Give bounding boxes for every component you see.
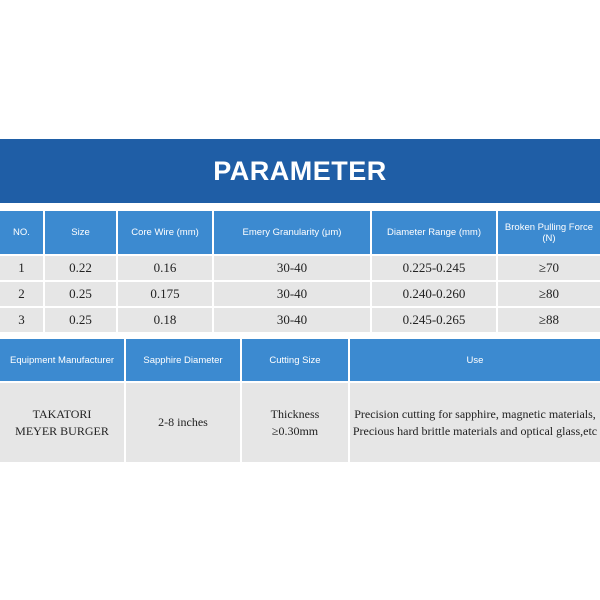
header-cutting-size: Cutting Size [242,339,350,381]
cell-sapphire-diameter [126,383,242,462]
cell-diameter-range: 0.245-0.265 [372,308,498,332]
cell-size: 0.25 [45,282,118,306]
cell-no: 3 [0,308,45,332]
cell-broken-pulling-force: ≥70 [538,260,560,275]
cell-no: 2 [0,282,45,306]
header-diameter-range: Diameter Range (mm) [372,211,498,254]
manufacturer-line: MEYER BURGER [15,423,109,438]
table-row [0,308,600,332]
cell-no: 1 [0,256,45,280]
table-row [0,383,600,462]
cutting-size-line: Thickness [270,406,320,421]
table-row [0,256,600,280]
header-emery-granularity: Emery Granularity (μm) [214,211,372,254]
use-line: Precision cutting for sapphire, magnetic materials, [354,406,596,421]
use-line: Precious hard brittle materials and optical glass,etc [352,423,598,438]
usage-table [0,339,600,462]
header-no: NO. [0,211,45,254]
cell-diameter-range: 0.225-0.245 [372,256,498,280]
header-use: Use [466,354,484,366]
header-broken-pulling-force: Broken Pulling Force (N) [504,221,594,244]
cell-diameter-range: 0.240-0.260 [372,282,498,306]
cell-emery-granularity: 30-40 [214,256,372,280]
cell-cutting-size [242,383,350,462]
cell-emery-granularity: 30-40 [214,282,372,306]
cell-core-wire: 0.175 [118,282,214,306]
cutting-size-line: ≥0.30mm [271,423,319,438]
cell-equipment-manufacturer [0,383,126,462]
header-equipment-manufacturer: Equipment Manufacturer [0,339,126,381]
table-row [0,282,600,306]
manufacturer-line: TAKATORI [32,406,92,421]
parameter-banner [0,139,600,203]
cell-emery-granularity: 30-40 [214,308,372,332]
header-sapphire-diameter: Sapphire Diameter [126,339,242,381]
header-size: Size [45,211,118,254]
header-core-wire: Core Wire (mm) [118,211,214,254]
cell-core-wire: 0.16 [118,256,214,280]
spec-table-header [0,211,600,254]
cell-size: 0.22 [45,256,118,280]
cell-size: 0.25 [45,308,118,332]
cell-broken-pulling-force: ≥80 [538,286,560,301]
cell-use [350,383,600,462]
sapphire-diameter-value: 2-8 inches [158,415,208,429]
spec-table [0,211,600,332]
usage-table-header [0,339,600,381]
cell-core-wire: 0.18 [118,308,214,332]
cell-broken-pulling-force: ≥88 [538,312,560,327]
page-title: PARAMETER [213,155,387,186]
